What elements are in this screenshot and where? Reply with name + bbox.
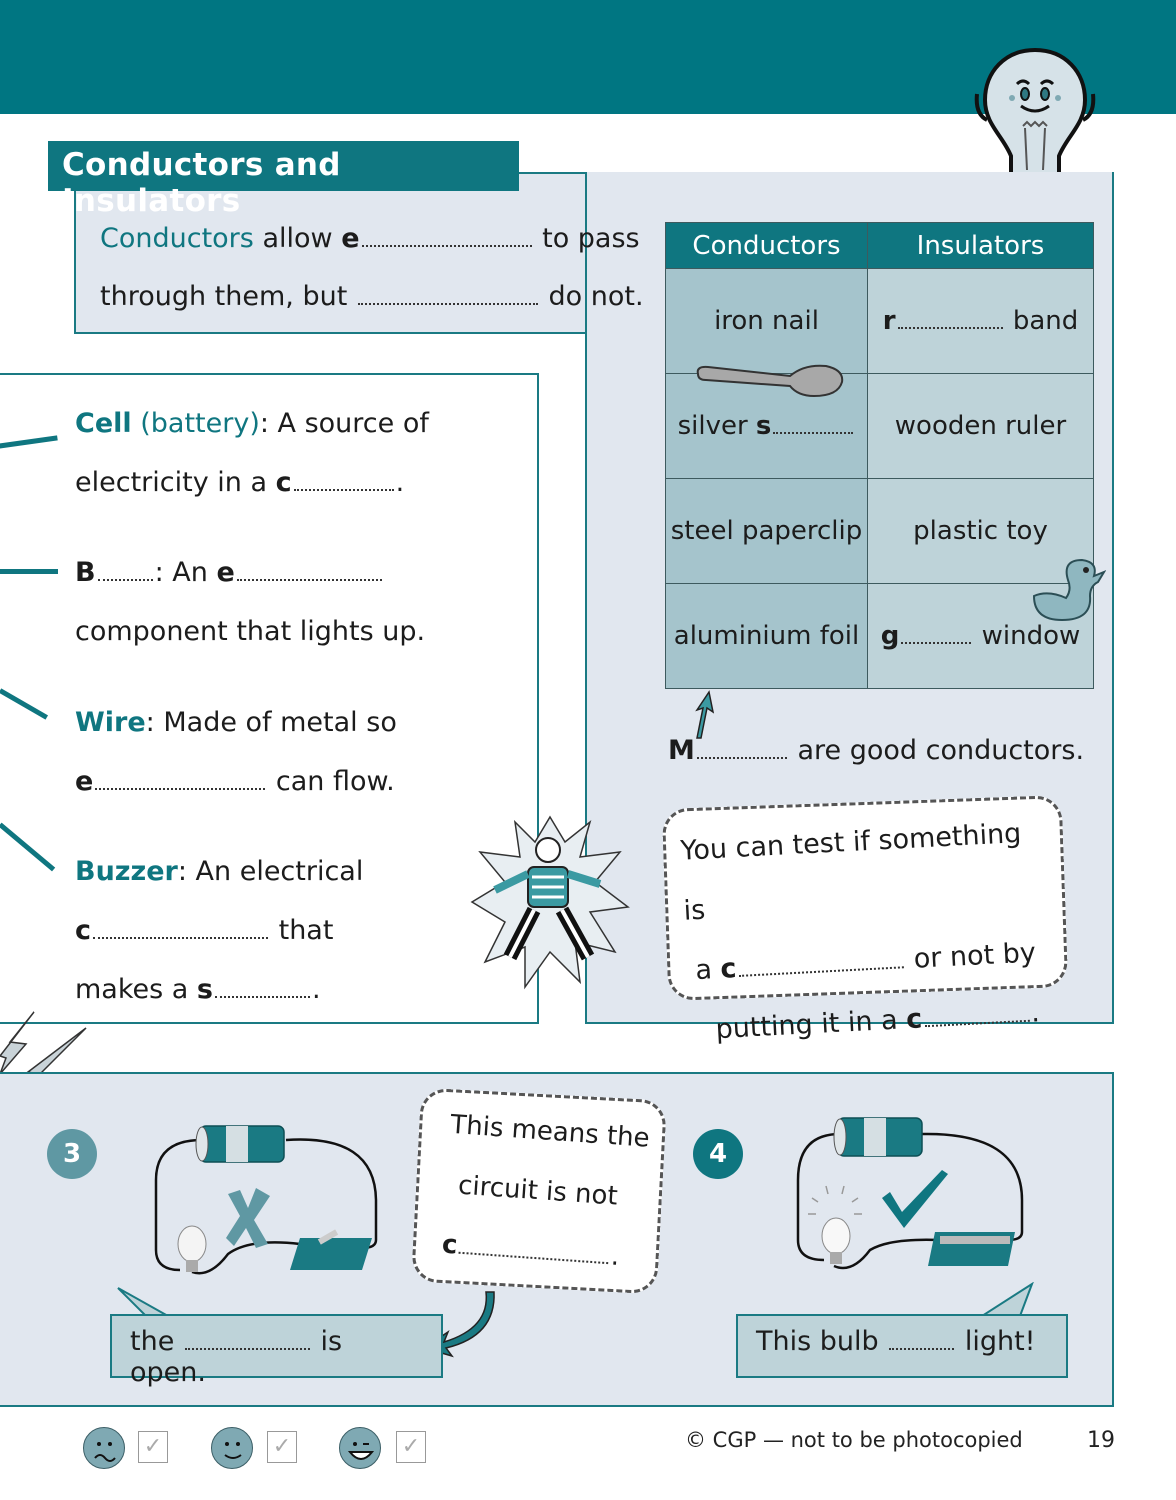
- copyright-notice: © CGP — not to be photocopied: [685, 1428, 1023, 1452]
- speech-bubble-switch: the is open.: [110, 1314, 443, 1378]
- blank-circuit[interactable]: [924, 1020, 1029, 1027]
- speech-bubble-bulb: This bulb light!: [736, 1314, 1068, 1378]
- closed-circuit-diagram: [790, 1110, 1035, 1275]
- blank-conductor[interactable]: [739, 966, 904, 977]
- electrocuted-skeleton-icon: [470, 812, 630, 992]
- arrow-up-icon: [693, 690, 717, 740]
- pointer-line: [0, 569, 58, 574]
- blank-metals[interactable]: [697, 757, 787, 759]
- blank-sound[interactable]: [215, 996, 310, 998]
- metals-sentence: M are good conductors.: [668, 735, 1085, 766]
- blank-complete[interactable]: [459, 1252, 609, 1264]
- blank-will[interactable]: [889, 1348, 954, 1350]
- blank-switch[interactable]: [185, 1348, 310, 1350]
- speech-tail: [980, 1282, 1036, 1318]
- definition-bulb: B : An e component that lights up.: [75, 557, 426, 647]
- table-row: steel paperclip plastic toy: [666, 479, 1094, 584]
- blank-circuit-cell[interactable]: [294, 489, 394, 491]
- conductors-keyword: Conductors: [100, 223, 254, 254]
- table-row: iron nail r band: [666, 269, 1094, 374]
- blank-glass[interactable]: [901, 642, 971, 644]
- intro-sentence: Conductors allow e to pass through them, but do not.: [100, 223, 644, 312]
- header-conductors: Conductors: [666, 223, 868, 269]
- blank-bulb[interactable]: [98, 579, 153, 581]
- blank-electrical[interactable]: [237, 579, 382, 581]
- definition-cell: Cell (battery): A source of electricity in a c .: [75, 408, 429, 498]
- thought-bubble-text: This means the circuit is not c .: [441, 1109, 651, 1272]
- happy-wink-face-icon[interactable]: [339, 1427, 381, 1469]
- open-circuit-diagram: [150, 1120, 385, 1280]
- section-title: Conductors and Insulators: [48, 141, 519, 191]
- panel-divider: [74, 332, 587, 334]
- table-row: silver s wooden ruler: [666, 374, 1094, 479]
- page-number: 19: [1087, 1428, 1115, 1453]
- sad-face-icon[interactable]: [83, 1427, 125, 1469]
- rubber-duck-icon: [1028, 556, 1106, 624]
- blank-electricity[interactable]: [362, 245, 532, 247]
- blank-electricity-wire[interactable]: [95, 788, 265, 790]
- neutral-face-icon[interactable]: [211, 1427, 253, 1469]
- header-insulators: Insulators: [868, 223, 1094, 269]
- blank-component[interactable]: [93, 937, 268, 939]
- question-number-3: 3: [47, 1129, 97, 1179]
- table-row: aluminium foil g window: [666, 584, 1094, 689]
- blank-rubber[interactable]: [898, 327, 1003, 329]
- rating-checkbox[interactable]: ✓: [396, 1431, 426, 1463]
- rating-checkbox[interactable]: ✓: [267, 1431, 297, 1463]
- test-info-text: You can test if something is a c or not by putting it in a c .: [679, 817, 1041, 1046]
- spoon-icon: [694, 362, 846, 400]
- definition-wire: Wire: Made of metal so e can flow.: [75, 707, 397, 797]
- rating-checkbox[interactable]: ✓: [138, 1431, 168, 1463]
- blank-spoon[interactable]: [773, 432, 853, 434]
- question-number-4: 4: [693, 1129, 743, 1179]
- blank-insulators[interactable]: [358, 303, 538, 305]
- definition-buzzer: Buzzer: An electrical c that makes a s .: [75, 856, 364, 1005]
